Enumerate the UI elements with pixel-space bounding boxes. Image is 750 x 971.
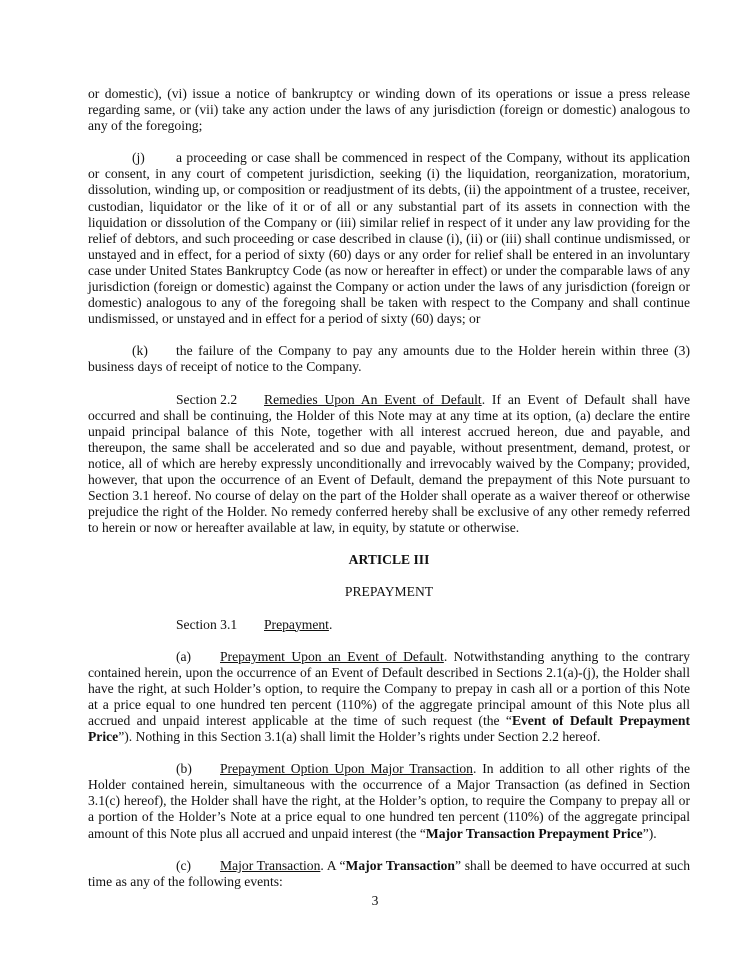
section-2-2-text: . If an Event of Default shall have occurred and shall be continuing, the Holder of this Note may at any time at its option, (a) declare the entire unpaid principal balance of this Note, together with all interest accrued hereon, due and payable, and thereupon, the same shall be accelerated and so due and payable, without presentment, demand, protest, or notice, all of which are hereby expressly unconditionally and irrevocably waived by the Company; provided, however, that upon the occurrence of an Event of Default, demand the prepayment of this Note pursuant to Section 3.1 hereof. No course of delay on the part of the Holder shall operate as a waiver thereof or otherwise prejudice the right of the Holder. No remedy conferred hereby shall be exclusive of any other remedy referred to herein or now or hereafter available at law, in equity, by statute or otherwise. (88, 391, 690, 536)
clause-text-b-2: ”). (642, 825, 657, 841)
defined-term-major-transaction-prepayment-price: Major Transaction Prepayment Price (425, 825, 643, 841)
paragraph-b (88, 761, 690, 841)
clause-text-k: the failure of the Company to pay any amounts due to the Holder herein within three (3) business days of receipt of notice to the Company. (88, 343, 690, 375)
section-3-1-tail: . (328, 616, 333, 632)
clause-text-j: a proceeding or case shall be commenced in respect of the Company, without its application or consent, in any court of competent jurisdiction, seeking (i) the liquidation, reorganization, moratorium, dissolution, winding up, or composition or readjustment of its debts, (ii) the appointment of a trustee, receiver, custodian, liquidator or the like of it or of all or any substantial part of its assets in connection with the liquidation or dissolution of the Company or (iii) similar relief in respect of it under any law providing for the relief of debtors, and such proceeding or case described in clause (i), (ii) or (iii) shall continue undismissed, or unstayed and in effect, for a period of sixty (60) days or any order for relief shall be entered in an involuntary case under United States Bankruptcy Code (as now or hereafter in effect) or under the comparable laws of any jurisdiction (foreign or domestic) against the Company or action under the laws of any jurisdiction (foreign or domestic) analogous to any of the foregoing shall be taken with respect to the Company and shall continue undismissed, or unstayed and in effect for a period of sixty (60) days; or (88, 150, 690, 327)
section-2-2 (88, 392, 690, 537)
clause-text-c-2: ” shall be deemed to have occurred at such time as any of the following events: (88, 857, 690, 889)
paragraph-k (88, 343, 690, 375)
clause-heading-a: Prepayment Upon an Event of Default (220, 648, 444, 664)
section-2-2-label: Section 2.2 (176, 391, 238, 407)
paragraph-i-vii: or domestic), (vi) issue a notice of bankruptcy or winding down of its operations or issue a press release regarding same, or (vii) take any action under the laws of any jurisdiction (foreign or domestic) analogous to any of the foregoing; (88, 86, 690, 134)
defined-term-event-of-default-prepayment-price: Event of Default Prepayment Price (88, 713, 690, 745)
clause-text-c-1: . A “ (320, 857, 346, 873)
clause-heading-c: Major Transaction (220, 857, 321, 873)
clause-text-a-1: . Notwithstanding anything to the contrary contained herein, upon the occurrence of an Event of Default described in Sections 2.1(a)-(j), the Holder shall have the right, at such Holder’s option, to require the Company to prepay in cash all or a portion of this Note at a price equal to one hundred ten percent (110%) of the aggregate principal amount of this Note plus all accrued and unpaid interest applicable at the time of such request (the “ (88, 648, 690, 728)
clause-label-b: (b) (176, 761, 192, 777)
section-3-1-label: Section 3.1 (176, 616, 238, 632)
section-3-1-heading: Prepayment (264, 616, 329, 632)
clause-text-b-1: . In addition to all other rights of the Holder contained herein, simultaneous with the occurrence of a Major Transaction (as defined in Section 3.1(c) hereof), the Holder shall have the right, at the Holder’s option, to require the Company to prepay all or a portion of the Holder’s Note at a price equal to one hundred ten percent (110%) of the aggregate principal amount of this Note plus all accrued and unpaid interest (the “ (88, 761, 690, 841)
defined-term-major-transaction: Major Transaction (345, 857, 455, 873)
section-2-2-heading: Remedies Upon An Event of Default (264, 391, 482, 407)
clause-text-a-2: ”). Nothing in this Section 3.1(a) shall limit the Holder’s rights under Section 2.2 hereof. (118, 729, 601, 745)
clause-heading-b: Prepayment Option Upon Major Transaction (220, 761, 473, 777)
clause-label-c: (c) (176, 857, 192, 873)
document-page (88, 86, 690, 906)
clause-label-j: (j) (132, 150, 145, 166)
paragraph-a (88, 649, 690, 746)
article-subtitle: PREPAYMENT (344, 584, 434, 600)
clause-label-k: (k) (132, 343, 148, 359)
page-number: 3 (371, 893, 379, 908)
paragraph-j (88, 150, 690, 327)
paragraph-c (88, 858, 690, 890)
section-3-1 (88, 617, 690, 633)
clause-label-a: (a) (176, 648, 192, 664)
article-title: ARTICLE III (348, 552, 430, 568)
